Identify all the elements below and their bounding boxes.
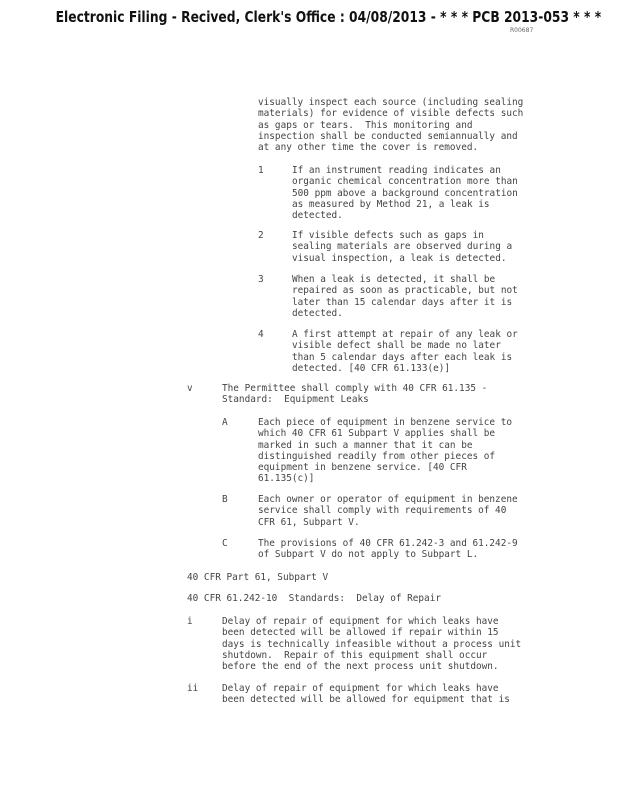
item-A-text: Each piece of equipment in benzene service to which 40 CFR 61 Subpart V applies shall be marked in such a manner that it can be distinguished readily from other pieces of equipment in benzene service. [40 CFR 61.135(c)]: [258, 417, 512, 485]
item-i-text: Delay of repair of equipment for which leaks have been detected will be allowed if repair within 15 days is technically infeasible without a process unit shutdown. Repair of this equipment shall occur before the end of the next process unit shutdown.: [222, 616, 522, 673]
item-marker-B: B: [222, 494, 228, 505]
item-number-4: 4: [258, 329, 264, 340]
item-v-text: The Permittee shall comply with 40 CFR 61.135 - Standard: Equipment Leaks: [222, 383, 488, 406]
item-marker-i: i: [187, 616, 193, 627]
subitem-4-text: A first attempt at repair of any leak or visible defect shall be made no later than 5 calendar days after each leak is detected. [40 CFR 61.133(e)]: [292, 329, 518, 374]
item-number-3: 3: [258, 274, 264, 285]
page-id: R00687: [510, 27, 534, 34]
subitem-3-text: When a leak is detected, it shall be repaired as soon as practicable, but not later than 15 calendar days after it is detected.: [292, 274, 518, 319]
item-C-text: The provisions of 40 CFR 61.242-3 and 61.242-9 of Subpart V do not apply to Subpart L.: [258, 538, 518, 561]
filing-stamp-header: Electronic Filing - Recived, Clerk's Office : 04/08/2013 - * * * PCB 2013-053 * * *: [55, 8, 602, 26]
section-heading: 40 CFR 61.242-10 Standards: Delay of Repair: [187, 593, 441, 604]
item-marker-ii: ii: [187, 683, 199, 694]
item-number-1: 1: [258, 165, 264, 176]
item-marker-A: A: [222, 417, 228, 428]
part-heading: 40 CFR Part 61, Subpart V: [187, 572, 329, 583]
item-marker-C: C: [222, 538, 228, 549]
item-B-text: Each owner or operator of equipment in benzene service shall comply with requirements of 40 CFR 61, Subpart V.: [258, 494, 518, 528]
item-number-2: 2: [258, 230, 264, 241]
subitem-1-text: If an instrument reading indicates an organic chemical concentration more than 500 ppm above a background concentration as measured by Method 21, a leak is detected.: [292, 165, 518, 222]
intro-paragraph: visually inspect each source (including sealing materials) for evidence of visible defects such as gaps or tears. This monitoring and inspection shall be conducted semiannually and at any other time the cover is removed.: [258, 97, 524, 154]
item-ii-text: Delay of repair of equipment for which leaks have been detected will be allowed for equipment that is: [222, 683, 510, 706]
subitem-2-text: If visible defects such as gaps in sealing materials are observed during a visual inspection, a leak is detected.: [292, 230, 513, 264]
item-marker-v: v: [187, 383, 193, 394]
